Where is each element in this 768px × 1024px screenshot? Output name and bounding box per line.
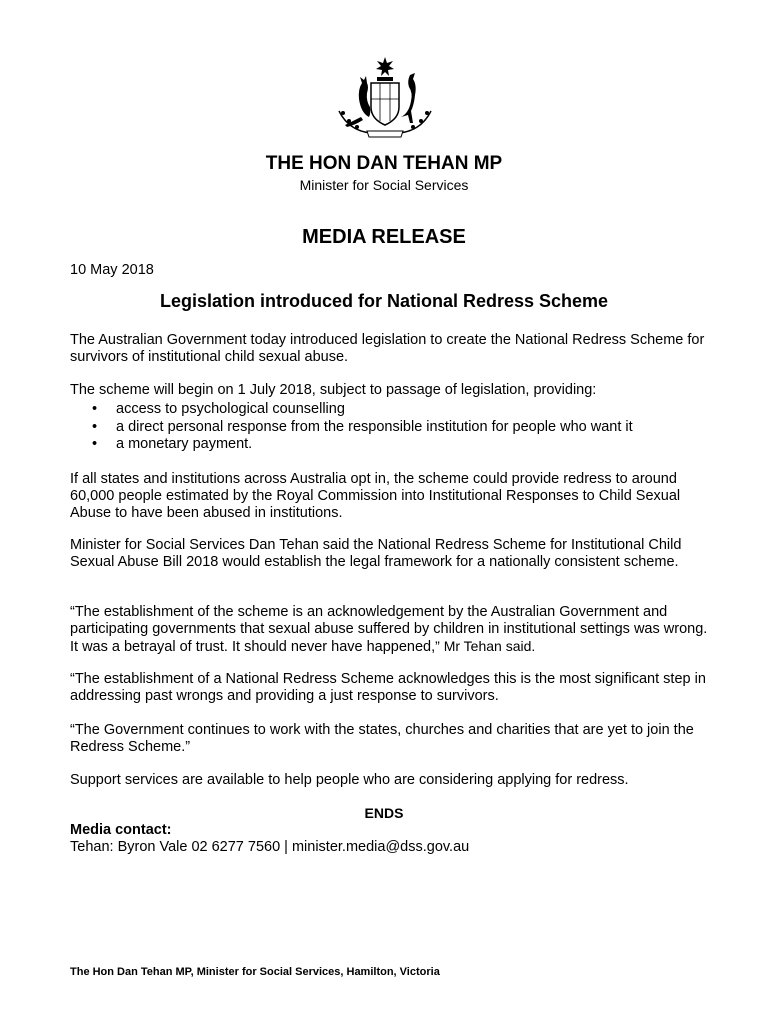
release-date: 10 May 2018 (70, 262, 154, 278)
scheme-benefits-list (70, 401, 710, 454)
paragraph-bill: Minister for Social Services Dan Tehan said the National Redress Scheme for Institutional Child Sexual Abuse Bill 2018 would establish the legal framework for a nationally consistent scheme. (70, 537, 682, 570)
bullet-icon: • (92, 418, 98, 435)
paragraph-opt-in: If all states and institutions across Australia opt in, the scheme could provide redress to around 60,000 people estimated by the Royal Commission into Institutional Responses to Child Sexual Abuse to have been abused in institutions. (70, 471, 681, 521)
commonwealth-star-icon (376, 57, 394, 76)
release-headline: Legislation introduced for National Redress Scheme (159, 291, 609, 311)
media-release-heading: MEDIA RELEASE (302, 226, 466, 248)
shield-icon (371, 83, 399, 125)
media-contact-details: Tehan: Byron Vale 02 6277 7560 | minister.media@dss.gov.au (70, 839, 470, 855)
scroll-banner (367, 131, 403, 137)
page-footer: The Hon Dan Tehan MP, Minister for Social Services, Hamilton, Victoria (70, 966, 440, 978)
paragraph-scheme-start: The scheme will begin on 1 July 2018, subject to passage of legislation, providing: (70, 382, 597, 398)
coat-of-arms-emblem (331, 55, 439, 143)
paragraph-quote-acknowledgement: “The establishment of the scheme is an acknowledgement by the Australian Government and participating governments that sexual abuse suffered by children in institutional settings was wrong. It was a betrayal of trust. It should never have happened,” Mr Tehan said. (70, 604, 708, 655)
minister-name: THE HON DAN TEHAN MP (265, 153, 503, 174)
emu-icon (401, 73, 416, 123)
minister-title: Minister for Social Services (299, 177, 469, 193)
bullet-icon: • (92, 436, 98, 452)
paragraph-quote-significant-step: “The establishment of a National Redress Scheme acknowledges this is the most significant step in addressing past wrongs and providing a just response to survivors. (70, 671, 706, 704)
quote-attribution: ” Mr Tehan said. (435, 638, 536, 654)
list-item: • access to psychological counselling (92, 401, 345, 417)
list-item: • a monetary payment. (92, 436, 253, 452)
bullet-icon: • (92, 401, 98, 417)
paragraph-intro: The Australian Government today introduced legislation to create the National Redress Scheme for survivors of institutional child sexual abuse. (70, 332, 705, 365)
media-contact-label: Media contact: (70, 822, 172, 838)
paragraph-support-services: Support services are available to help people who are considering applying for redress. (70, 772, 629, 788)
paragraph-quote-government: “The Government continues to work with the states, churches and charities that are yet to join the Redress Scheme.” (70, 722, 694, 755)
ends-marker: ENDS (364, 805, 404, 821)
list-item: • a direct personal response from the responsible institution for people who want it (92, 418, 633, 435)
